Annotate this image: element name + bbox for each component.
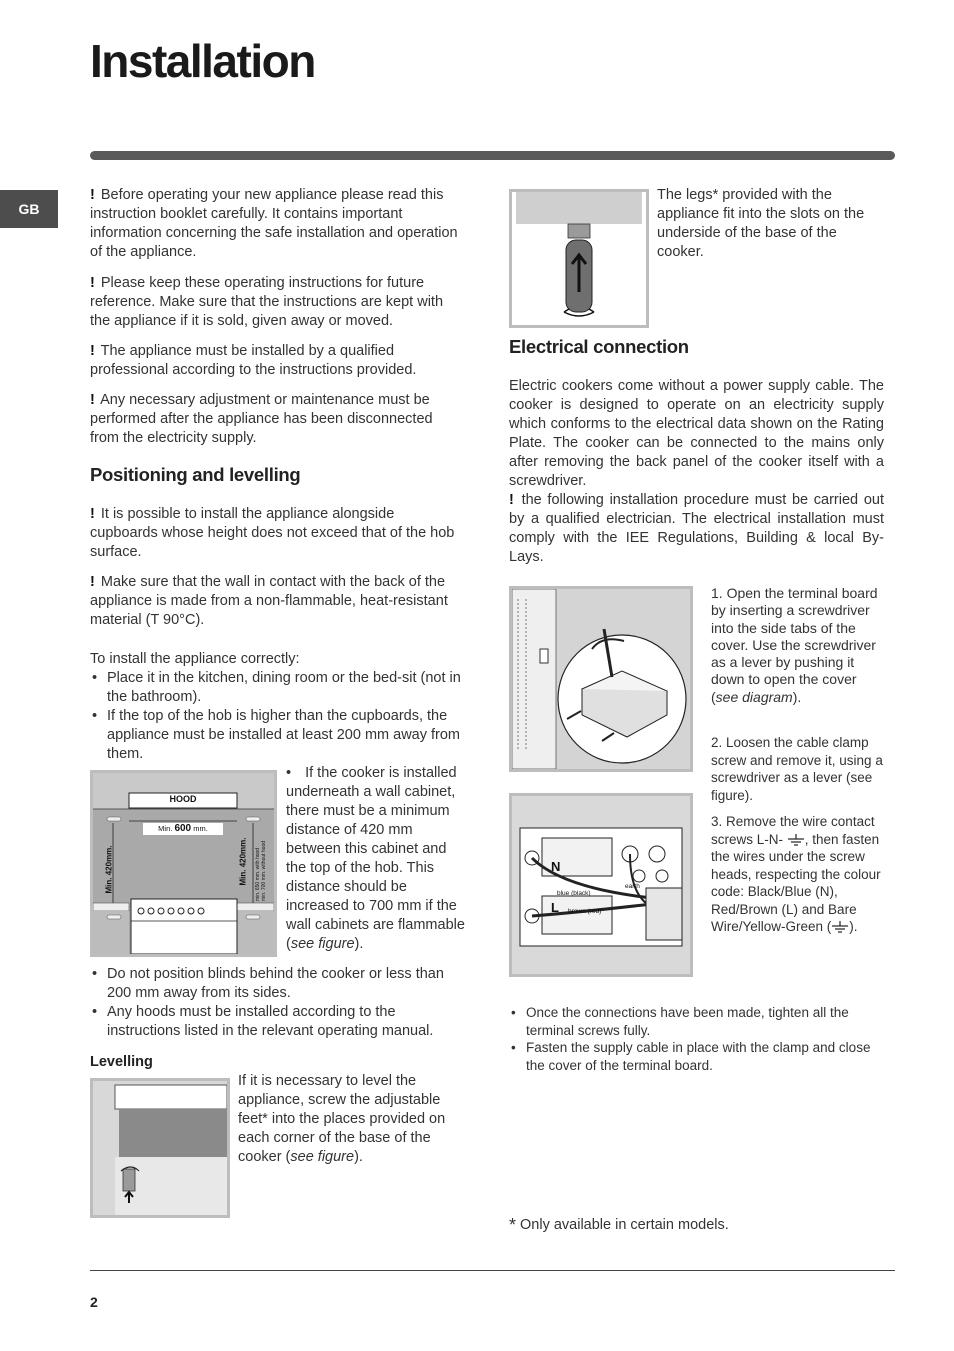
connection-bullet-list	[509, 1004, 879, 1074]
footnote: * Only available in certain models.	[509, 1215, 729, 1235]
list-item: • If the top of the hob is higher than the cupboards, the appliance must be installed at least 200 mm away from them.	[90, 707, 465, 764]
electrical-heading: Electrical connection	[509, 336, 689, 357]
neutral-label: N	[551, 859, 561, 874]
hood-label: HOOD	[169, 794, 197, 804]
legs-text: The legs* provided with the appliance fit into the slots on the underside of the base of the cooker.	[657, 187, 865, 260]
to-install-text: To install the appliance correctly:	[90, 651, 300, 667]
positioning-heading: Positioning and levelling	[90, 464, 301, 485]
list-item: • Do not position blinds behind the cooker or less than 200 mm away from its sides.	[90, 965, 465, 1003]
install-bullet-list-1	[90, 669, 465, 764]
min-420-right-label: Min. 420mm.	[238, 837, 248, 886]
live-label: L	[551, 900, 559, 915]
step-2-text: 2. Loosen the cable clamp screw and remove it, using a screwdriver as a lever (see figure).	[711, 735, 883, 803]
earth-symbol-icon	[831, 920, 849, 932]
intro-paragraph-3: ! The appliance must be installed by a qualified professional according to the instructions provided.	[90, 343, 417, 378]
levelling-heading: Levelling	[90, 1054, 153, 1070]
terminal-wiring-figure	[509, 793, 693, 977]
hood-clearance-figure	[90, 770, 277, 957]
wall-cabinet-text: • If the cooker is installed underneath a wall cabinet, there must be a minimum distance of 420 mm between this cabinet and the top of the hob. This distance should be increased to 700 mm if the wall cabinets are flammable (see figure).	[286, 765, 465, 952]
earth-label: earth	[625, 883, 640, 890]
language-tab: GB	[0, 190, 58, 228]
list-item: • Once the connections have been made, tighten all the terminal screws fully.	[509, 1004, 879, 1039]
install-bullet-list-2	[90, 965, 465, 1041]
electrical-paragraph-2: ! the following installation procedure must be carried out by a qualified electrician. The electrical installation must comply with the IEE Regulations, Building & local By-Lays.	[509, 492, 884, 565]
page-title: Installation	[90, 35, 315, 87]
intro-paragraph-4: ! Any necessary adjustment or maintenance must be performed after the appliance has been disconnected from the electricity supply.	[90, 392, 433, 446]
footer-rule	[90, 1270, 895, 1271]
page-number: 2	[90, 1294, 98, 1310]
levelling-text: If it is necessary to level the appliance, screw the adjustable feet* into the places provided on each corner of the base of the cooker (see figure).	[238, 1073, 446, 1165]
blue-wire-label: blue (black)	[557, 890, 591, 897]
terminal-board-opening-figure	[509, 586, 693, 772]
list-item: • Place it in the kitchen, dining room or the bed-sit (not in the bathroom).	[90, 669, 465, 707]
title-rule	[90, 151, 895, 160]
positioning-paragraph-2: ! Make sure that the wall in contact with the back of the appliance is made from a non-flammable, heat-resistant material (T 90°C).	[90, 574, 448, 628]
list-item: • Fasten the supply cable in place with the clamp and close the cover of the terminal board.	[509, 1039, 879, 1074]
min-600-label: Min. 600 mm.	[158, 823, 208, 834]
step-1-text: 1. Open the terminal board by inserting a screwdriver into the side tabs of the cover. Use the screwdriver as a lever by pushing it down to open the cover (see diagram).	[711, 585, 878, 705]
min-420-left-label: Min. 420mm.	[104, 845, 114, 894]
electrical-paragraph-1: Electric cookers come without a power supply cable. The cooker is designed to operate on an electricity supply which conforms to the electrical data shown on the Rating Plate. The cooker can be connected to the mains only after removing the back panel of the cooker itself with a screwdriver.	[509, 378, 884, 489]
clearance-notes: min. 650 mm. with hood min. 700 mm. without hood	[255, 840, 267, 901]
step-3-text: 3. Remove the wire contact screws L-N- , then fasten the wires under the screw heads, respecting the colour code: Black/Blue (N), Red/Brown (L) and Bare Wire/Yellow-Green ( ).	[711, 814, 881, 934]
list-item: • Any hoods must be installed according to the instructions listed in the relevant operating manual.	[90, 1003, 465, 1041]
brown-wire-label: brown (red)	[568, 908, 602, 915]
intro-paragraph-2: ! Please keep these operating instructions for future reference. Make sure that the instructions are kept with the appliance if it is sold, given away or moved.	[90, 275, 444, 329]
earth-symbol-icon	[787, 833, 805, 845]
intro-paragraph-1: ! Before operating your new appliance please read this instruction booklet carefully. It contains important information concerning the safe installation and operation of the appliance.	[90, 187, 458, 260]
cooker-leg-figure	[509, 189, 649, 328]
levelling-figure	[90, 1078, 230, 1218]
positioning-paragraph-1: ! It is possible to install the appliance alongside cupboards whose height does not exceed that of the hob surface.	[90, 506, 455, 560]
